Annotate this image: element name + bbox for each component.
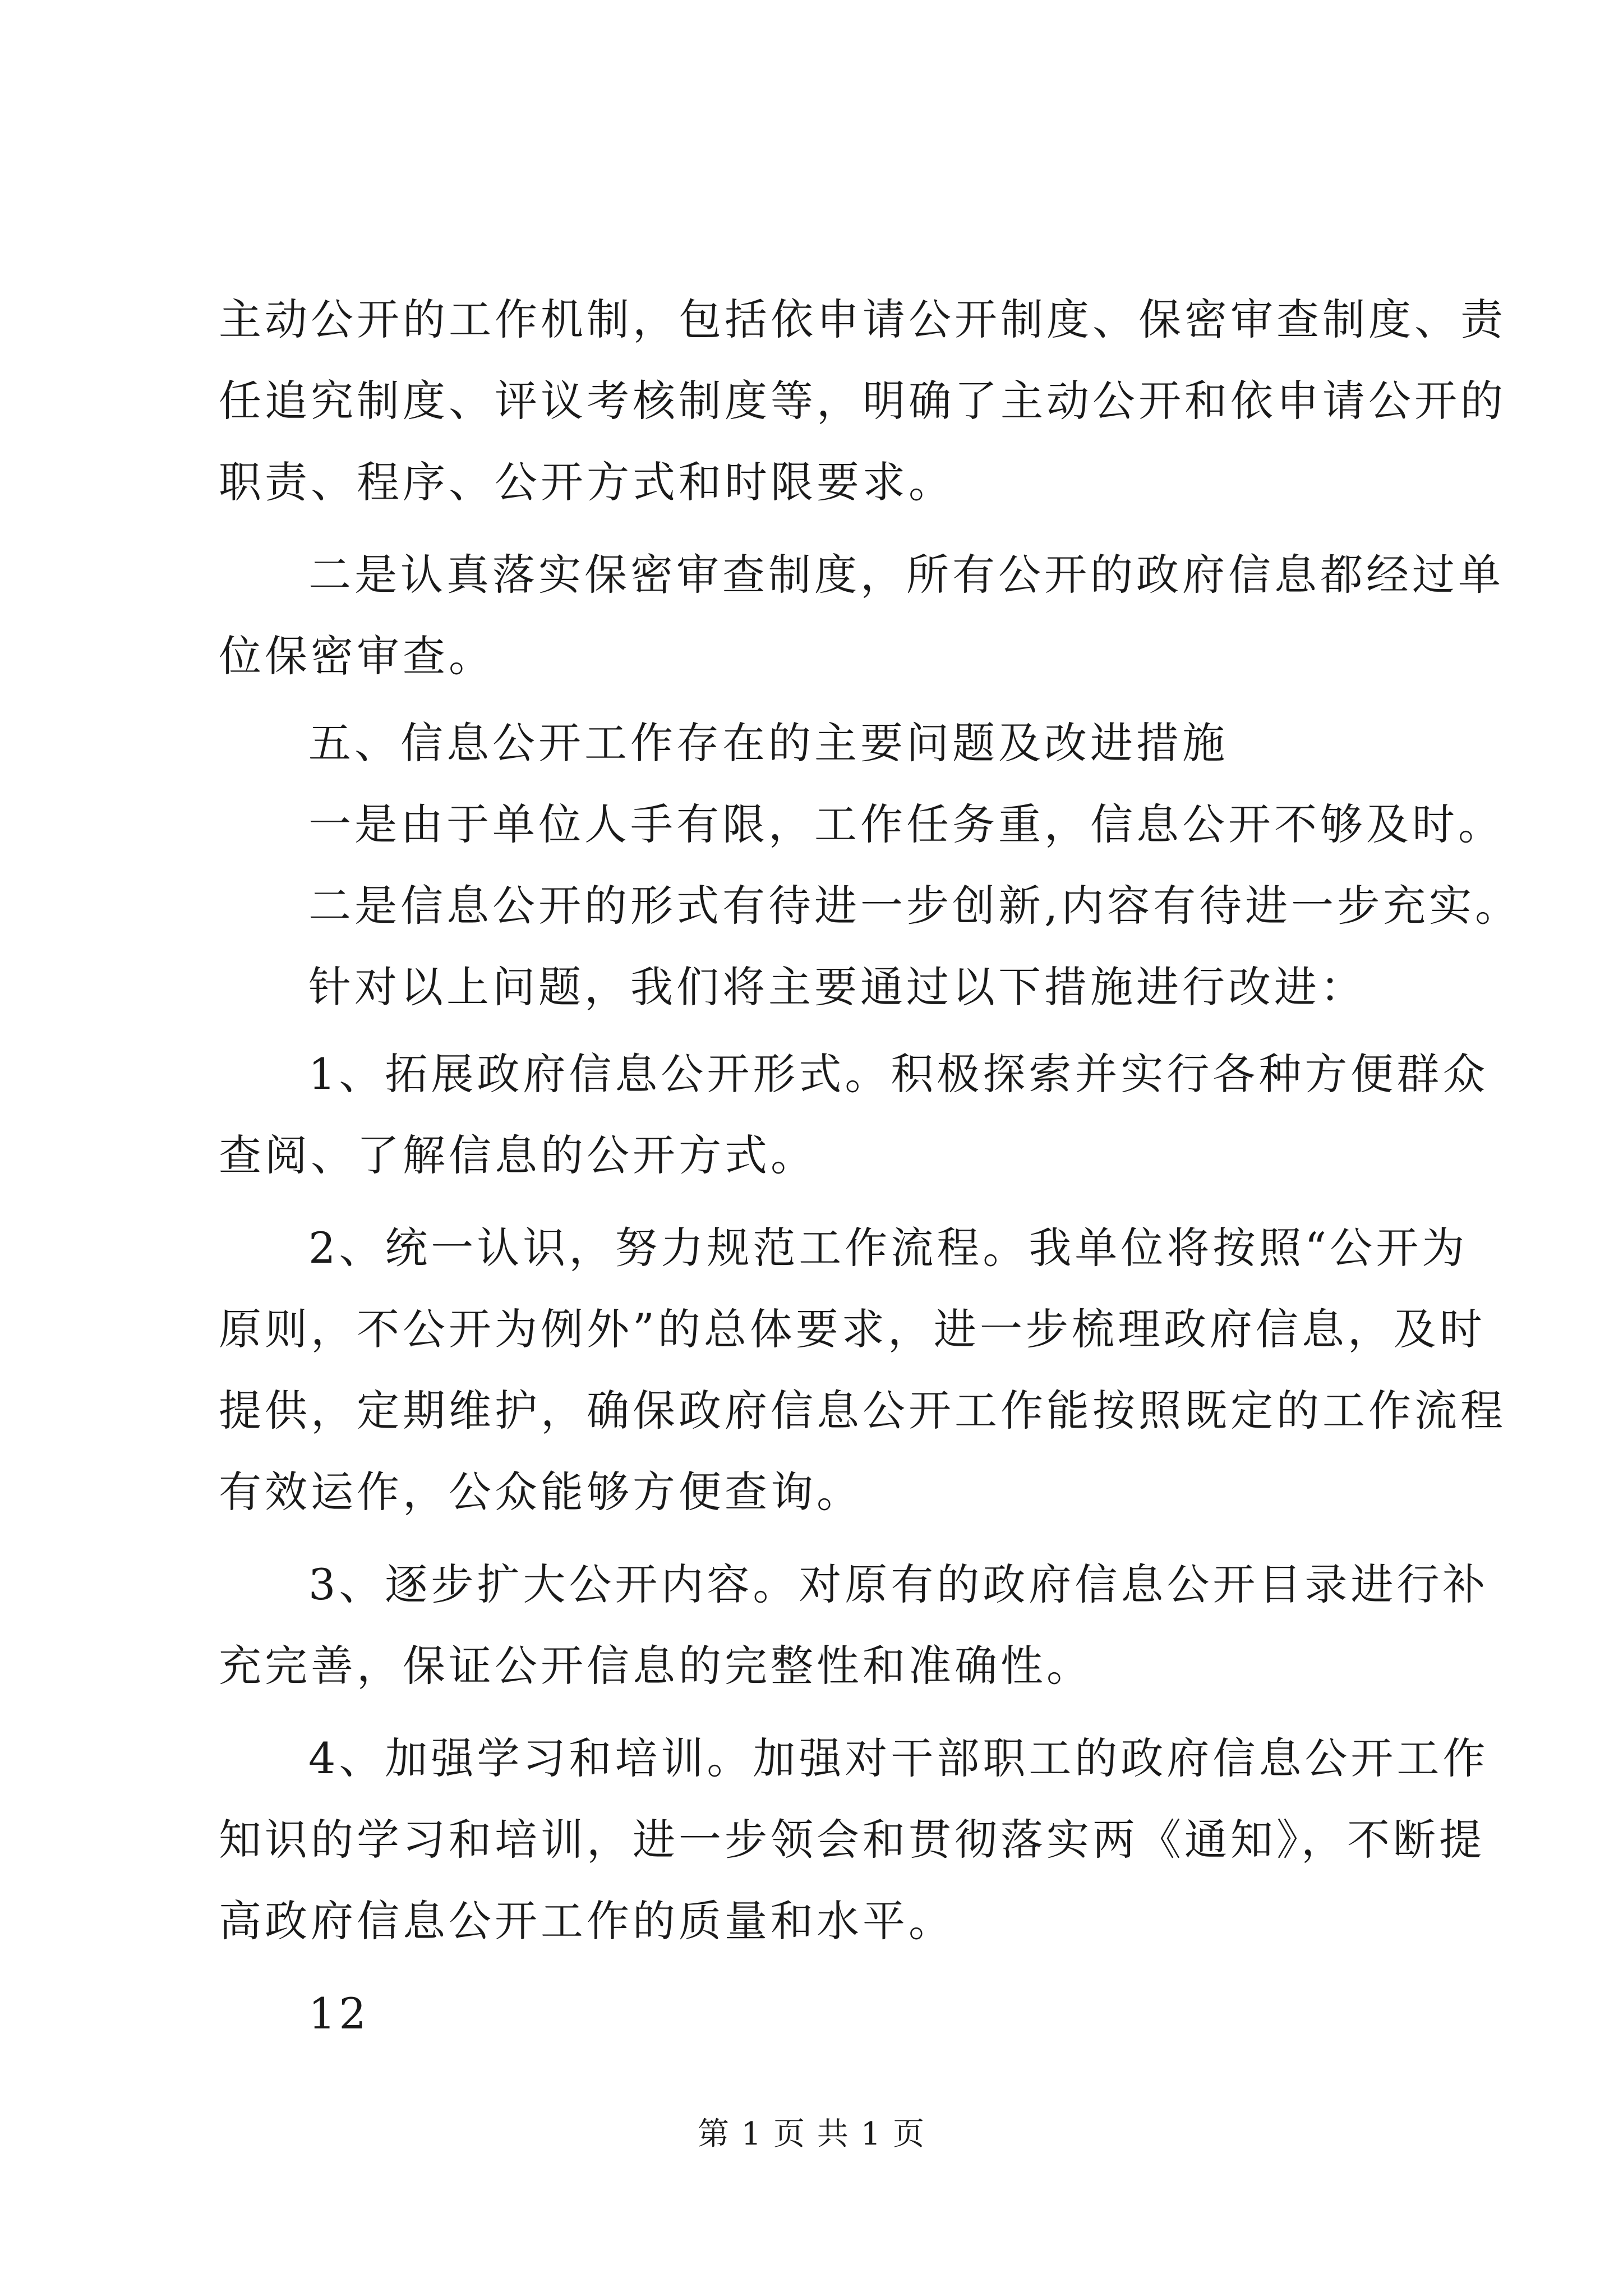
paragraph-line: 2、统一认识，努力规范工作流程。我单位将按照“公开为 (308, 1223, 1468, 1273)
paragraph-line: 3、逐步扩大公开内容。对原有的政府信息公开目录进行补 (308, 1559, 1489, 1609)
paragraph-line: 有效运作，公众能够方便查询。 (219, 1467, 863, 1517)
paragraph-line: 充完善，保证公开信息的完整性和准确性。 (219, 1641, 1092, 1691)
paragraph-line: 高政府信息公开工作的质量和水平。 (219, 1896, 955, 1946)
paragraph-line: 4、加强学习和培训。加强对干部职工的政府信息公开工作 (308, 1733, 1489, 1783)
paragraph-line: 二是认真落实保密审查制度，所有公开的政府信息都经过单 (308, 550, 1504, 600)
section-heading: 五、信息公开工作存在的主要问题及改进措施 (308, 718, 1228, 768)
paragraph-line: 提供，定期维护，确保政府信息公开工作能按照既定的工作流程 (219, 1386, 1506, 1435)
paragraph-line: 针对以上问题，我们将主要通过以下措施进行改进： (308, 962, 1366, 1012)
paragraph-line: 知识的学习和培训，进一步领会和贯彻落实两《通知》，不断提 (219, 1815, 1485, 1865)
page-footer: 第 1 页 共 1 页 (697, 2116, 926, 2152)
paragraph-line: 1、拓展政府信息公开形式。积极探索并实行各种方便群众 (308, 1049, 1489, 1099)
paragraph-line: 一是由于单位人手有限，工作任务重，信息公开不够及时。 (308, 799, 1504, 849)
paragraph-line: 查阅、了解信息的公开方式。 (219, 1130, 817, 1180)
paragraph-line: 主动公开的工作机制，包括依申请公开制度、保密审查制度、责 (219, 295, 1506, 344)
trailing-number: 12 (308, 1989, 370, 2039)
paragraph-line: 原则，不公开为例外”的总体要求，进一步梳理政府信息，及时 (219, 1304, 1486, 1354)
paragraph-line: 位保密审查。 (219, 631, 495, 681)
paragraph-line: 职责、程序、公开方式和时限要求。 (219, 457, 955, 507)
paragraph-line: 二是信息公开的形式有待进一步创新,内容有待进一步充实。 (308, 881, 1521, 931)
paragraph-line: 任追究制度、评议考核制度等，明确了主动公开和依申请公开的 (219, 376, 1506, 426)
